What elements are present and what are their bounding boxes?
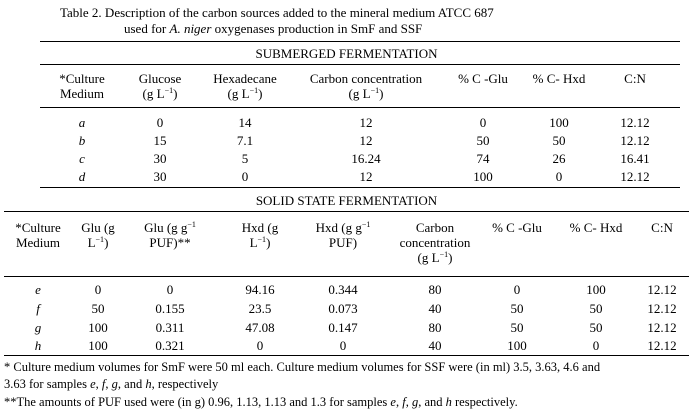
smf-cell-medium: b (78, 133, 86, 148)
smf-cell-medium: a (78, 115, 86, 130)
ssf-section-title: SOLID STATE FERMENTATION (255, 193, 438, 208)
smf-cell-glucose: 15 (153, 133, 167, 148)
smf-header-carbon-concentration: Carbon concentration (g $L^{-1}$) (309, 71, 423, 101)
ssf-cell-hxd: 23.5 (248, 301, 272, 316)
ssf-cell-hxd: 94.16 (245, 282, 275, 297)
ssf-header-glu: Glu (g $L^{-1}$) (81, 220, 115, 250)
smf-cell-medium: d (78, 169, 86, 184)
ssf-cell-glu-puf: 0 (166, 282, 174, 297)
smf-cell-glucose: 30 (153, 169, 167, 184)
ssf-cell-glu-puf: 0.155 (155, 301, 185, 316)
ssf-cell-glu-puf: 0.311 (155, 320, 185, 335)
smf-top-rule (40, 41, 680, 42)
ssf-cell-pc-glu: 100 (507, 338, 527, 353)
ssf-cell-glu: 0 (94, 282, 102, 297)
smf-header-pc-hxd: % C- Hxd (532, 71, 586, 86)
ssf-cell-carbon: 40 (428, 301, 442, 316)
ssf-header-rule (4, 276, 689, 277)
smf-cell-pc-glu: 100 (473, 169, 493, 184)
smf-cell-pc-hxd: 100 (549, 115, 569, 130)
smf-cell-carbon: 12 (359, 133, 373, 148)
ssf-cell-glu: 100 (88, 320, 108, 335)
ssf-cell-medium: e (35, 282, 41, 297)
smf-cell-carbon: 12 (359, 169, 373, 184)
ssf-cell-medium: h (34, 338, 42, 353)
smf-title-rule (40, 64, 680, 65)
smf-cell-cn: 16.41 (620, 151, 650, 166)
smf-cell-pc-hxd: 0 (555, 169, 563, 184)
smf-cell-pc-glu: 50 (476, 133, 490, 148)
smf-cell-pc-hxd: 50 (552, 133, 566, 148)
ssf-bottom-rule (4, 355, 689, 356)
ssf-cell-glu: 50 (91, 301, 105, 316)
ssf-cell-medium: f (36, 301, 40, 316)
footnote-1-line1: * Culture medium volumes for SmF were 50 ml each. Culture medium volumes for SSF were (in ml) 3.5, 3.63, 4.6 and (4, 360, 601, 374)
smf-bottom-rule (40, 187, 680, 188)
table-caption-line2: used for A. niger oxygenases production in SmF and SSF (124, 21, 423, 36)
ssf-header-pc-glu: % C -Glu (492, 220, 542, 235)
ssf-header-glu-puf: Glu (g $g^{-1}$ PUF)** (144, 220, 196, 250)
smf-cell-cn: 12.12 (620, 115, 650, 130)
ssf-title-rule (4, 211, 689, 212)
ssf-cell-pc-glu: 0 (513, 282, 521, 297)
smf-cell-pc-hxd: 26 (552, 151, 566, 166)
ssf-cell-carbon: 80 (428, 282, 442, 297)
smf-cell-hexadecane: 5 (241, 151, 249, 166)
smf-header-pc-glu: % C -Glu (458, 71, 508, 86)
smf-header-hexadecane: Hexadecane (g $L^{-1}$) (213, 71, 277, 101)
ssf-cell-carbon: 80 (428, 320, 442, 335)
ssf-cell-hxd-puf: 0 (339, 338, 347, 353)
ssf-cell-pc-glu: 50 (510, 320, 524, 335)
ssf-cell-pc-hxd: 100 (586, 282, 606, 297)
smf-cell-cn: 12.12 (620, 169, 650, 184)
ssf-header-cn: C:N (651, 220, 673, 235)
smf-header-medium: *Culture Medium (59, 71, 105, 101)
ssf-header-carbon-concentration: Carbon concentration (g $L^{-1}$) (399, 220, 471, 265)
smf-cell-pc-glu: 74 (476, 151, 490, 166)
ssf-cell-pc-hxd: 50 (589, 320, 603, 335)
table-caption-line1: Table 2. Description of the carbon sources added to the mineral medium ATCC 687 (60, 5, 494, 20)
ssf-header-hxd: Hxd (g $L^{-1}$) (241, 220, 279, 250)
ssf-cell-carbon: 40 (428, 338, 442, 353)
ssf-cell-hxd-puf: 0.073 (328, 301, 358, 316)
ssf-header-hxd-puf: Hxd (g $g^{-1}$ PUF) (315, 220, 371, 250)
ssf-cell-glu-puf: 0.321 (155, 338, 185, 353)
ssf-cell-medium: g (34, 320, 42, 335)
smf-cell-carbon: 12 (359, 115, 373, 130)
smf-cell-pc-glu: 0 (479, 115, 487, 130)
footnote-2: **The amounts of PUF used were (in g) 0.96, 1.13, 1.13 and 1.3 for samples e, f, g, and h respectively. (4, 395, 518, 409)
smf-header-rule (40, 107, 680, 108)
ssf-cell-cn: 12.12 (647, 301, 677, 316)
ssf-cell-pc-hxd: 0 (592, 338, 600, 353)
smf-cell-hexadecane: 14 (238, 115, 252, 130)
smf-cell-carbon: 16.24 (351, 151, 381, 166)
footnote-1-line2: 3.63 for samples e, f, g, and h, respectively (4, 377, 219, 391)
smf-header-cn: C:N (624, 71, 646, 86)
smf-cell-hexadecane: 0 (241, 169, 249, 184)
smf-cell-cn: 12.12 (620, 133, 650, 148)
smf-cell-medium: c (79, 151, 85, 166)
ssf-cell-pc-hxd: 50 (589, 301, 603, 316)
smf-header-glucose: Glucose (g $L^{-1}$) (138, 71, 182, 101)
ssf-cell-hxd-puf: 0.147 (328, 320, 358, 335)
ssf-header-medium: *Culture Medium (15, 220, 61, 250)
ssf-cell-cn: 12.12 (647, 282, 677, 297)
ssf-cell-cn: 12.12 (647, 320, 677, 335)
ssf-cell-hxd: 47.08 (245, 320, 275, 335)
ssf-header-pc-hxd: % C- Hxd (569, 220, 623, 235)
ssf-cell-hxd-puf: 0.344 (328, 282, 358, 297)
ssf-cell-cn: 12.12 (647, 338, 677, 353)
ssf-cell-glu: 100 (88, 338, 108, 353)
smf-cell-glucose: 0 (156, 115, 164, 130)
ssf-cell-hxd: 0 (256, 338, 264, 353)
smf-cell-glucose: 30 (153, 151, 167, 166)
smf-cell-hexadecane: 7.1 (236, 133, 254, 148)
ssf-cell-pc-glu: 50 (510, 301, 524, 316)
smf-section-title: SUBMERGED FERMENTATION (255, 46, 438, 61)
